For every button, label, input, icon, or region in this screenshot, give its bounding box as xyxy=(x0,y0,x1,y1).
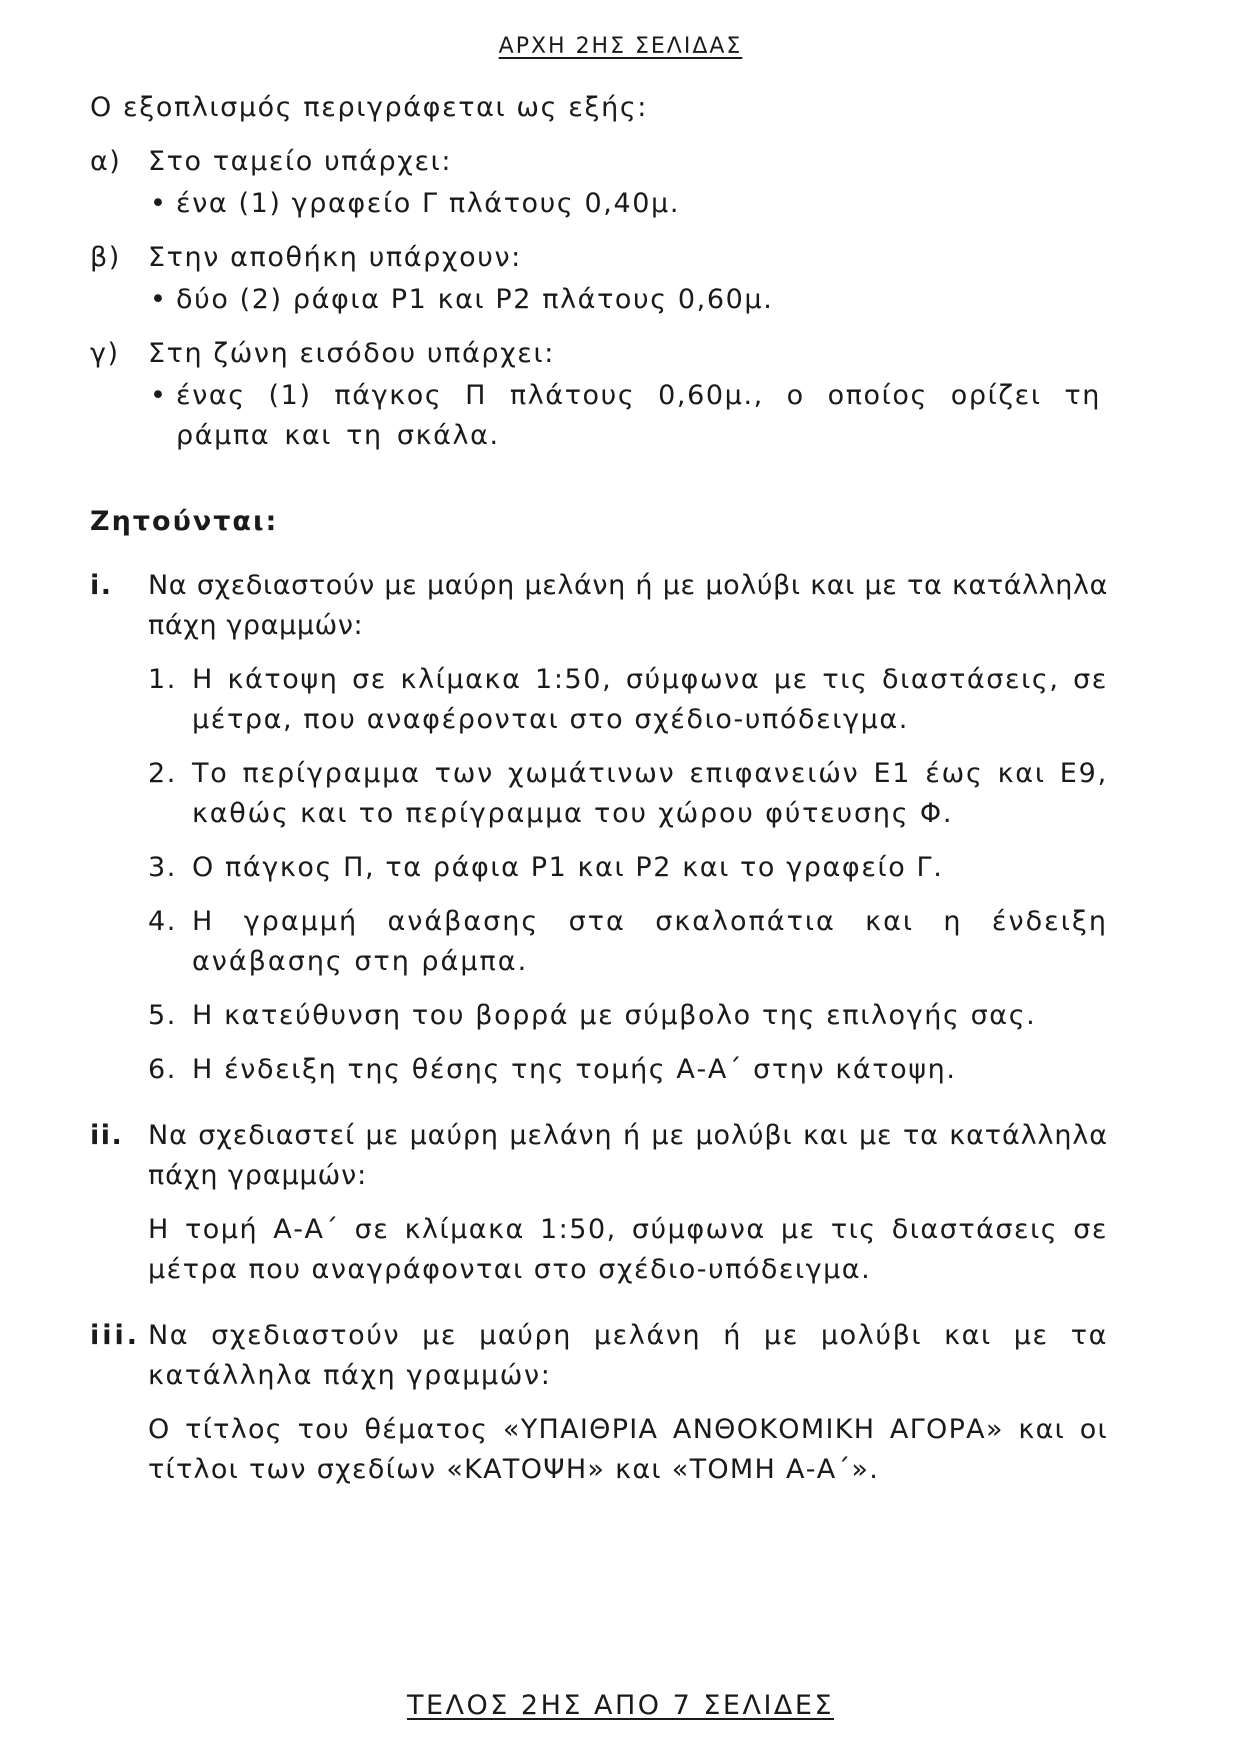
equipment-title-a: Στο ταμείο υπάρχει: xyxy=(148,146,453,177)
section-i-label: i. xyxy=(90,570,113,601)
equipment-label-a: α) xyxy=(90,146,122,177)
equipment-intro: Ο εξοπλισμός περιγράφεται ως εξής: xyxy=(90,92,648,123)
section-iii-paragraph: Ο τίτλος του θέματος «ΥΠΑΙΘΡΙΑ ΑΝΘΟΚΟΜΙΚΗ ΑΓΟΡΑ» και οι τίτλοι των σχεδίων «ΚΑΤΟΨΗ» και «ΤΟΜΗ Α-Α΄». xyxy=(148,1414,1108,1485)
item-3-text: Ο πάγκος Π, τα ράφια Ρ1 και Ρ2 και το γραφείο Γ. xyxy=(192,852,944,883)
page-footer: ΤΕΛΟΣ 2ΗΣ ΑΠΟ 7 ΣΕΛΙΔΕΣ xyxy=(406,1690,835,1721)
section-ii-label: ii. xyxy=(90,1120,124,1151)
equipment-title-b: Στην αποθήκη υπάρχουν: xyxy=(148,242,522,273)
section-iii-text: Να σχεδιαστούν με μαύρη μελάνη ή με μολύβι και με τα κατάλληλα πάχη γραμμών: xyxy=(148,1320,1108,1391)
equipment-bullet-b: • δύο (2) ράφια Ρ1 και Ρ2 πλάτους 0,60μ. xyxy=(176,280,773,320)
section-i-text: Να σχεδιαστούν με μαύρη μελάνη ή με μολύβι και με τα κατάλληλα πάχη γραμμών: xyxy=(148,570,1108,641)
equipment-label-c: γ) xyxy=(90,338,120,369)
item-2-text: Το περίγραμμα των χωμάτινων επιφανειών Ε1 έως και Ε9, καθώς και το περίγραμμα του χώρου φύτευσης Φ. xyxy=(192,758,1108,829)
item-2-number: 2. xyxy=(148,758,177,789)
page-header: ΑΡΧΗ 2ΗΣ ΣΕΛΙΔΑΣ xyxy=(498,34,743,59)
equipment-label-b: β) xyxy=(90,242,121,273)
item-6-number: 6. xyxy=(148,1054,177,1085)
section-ii-text: Να σχεδιαστεί με μαύρη μελάνη ή με μολύβι και με τα κατάλληλα πάχη γραμμών: xyxy=(148,1120,1108,1191)
item-3-number: 3. xyxy=(148,852,177,883)
item-5-number: 5. xyxy=(148,1000,177,1031)
section-ii-paragraph: Η τομή Α-Α΄ σε κλίμακα 1:50, σύμφωνα με τις διαστάσεις σε μέτρα που αναγράφονται στο σχέδιο-υπόδειγμα. xyxy=(148,1214,1108,1285)
section-iii-label: iii. xyxy=(90,1320,141,1351)
item-1-number: 1. xyxy=(148,664,177,695)
item-5-text: Η κατεύθυνση του βορρά με σύμβολο της επιλογής σας. xyxy=(192,1000,1037,1031)
equipment-bullet-c: • ένας (1) πάγκος Π πλάτους 0,60μ., ο οποίος ορίζει τη ράμπα και τη σκάλα. xyxy=(176,376,1101,456)
item-4-text: Η γραμμή ανάβασης στα σκαλοπάτια και η ένδειξη ανάβασης στη ράμπα. xyxy=(192,906,1108,977)
equipment-bullet-a: • ένα (1) γραφείο Γ πλάτους 0,40μ. xyxy=(176,184,680,224)
item-6-text: Η ένδειξη της θέσης της τομής Α-Α΄ στην κάτοψη. xyxy=(192,1054,957,1085)
item-4-number: 4. xyxy=(148,906,177,937)
requested-heading: Ζητούνται: xyxy=(90,506,279,537)
item-1-text: Η κάτοψη σε κλίμακα 1:50, σύμφωνα με τις διαστάσεις, σε μέτρα, που αναφέρονται στο σχέδιο-υπόδειγμα. xyxy=(192,664,1108,735)
equipment-title-c: Στη ζώνη εισόδου υπάρχει: xyxy=(148,338,555,369)
